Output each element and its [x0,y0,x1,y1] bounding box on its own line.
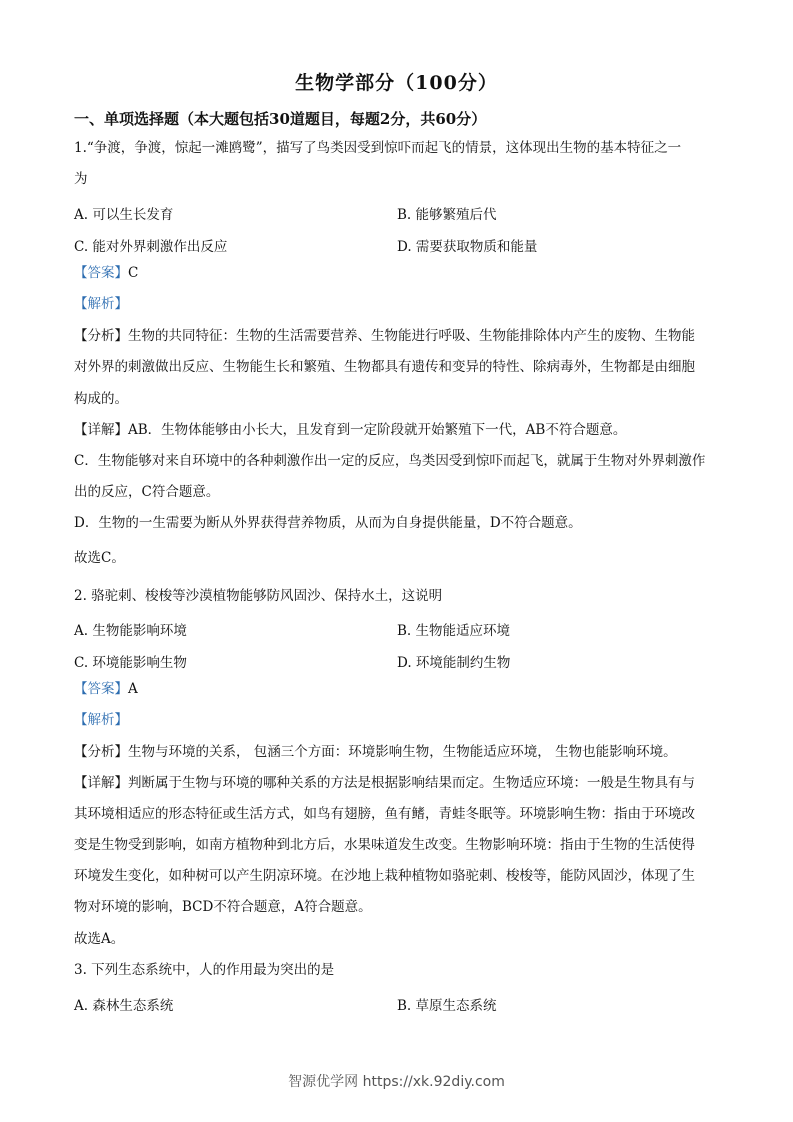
q2-conclusion: 故选A。 [74,931,125,947]
answer-value: A [128,681,138,697]
q2-xiangjie-line1: 【详解】判断属于生物与环境的哪种关系的方法是根据影响结果而定。生物适应环境：一般是生物具有与 [74,775,695,791]
q2-xiangjie-line5: 物对环境的影响，BCD不符合题意，A符合题意。 [74,899,372,915]
q1-xiangjie-line4: D．生物的一生需要为断从外界获得营养物质，从而为自身提供能量，D不符合题意。 [74,515,582,531]
q1-fenxi-line2: 对外界的刺激做出反应、生物能生长和繁殖、生物都具有遗传和变异的特性、除病毒外，生物都是由细胞 [74,359,695,375]
q1-analysis-tag: 【解析】 [74,296,128,312]
q1-fenxi-line3: 构成的。 [74,391,128,407]
q1-xiangjie-line3: 出的反应，C符合题意。 [74,484,220,500]
page-title: 生物学部分（100分） [295,72,498,94]
xiangjie-tag: 【详解】 [74,422,128,438]
q1-conclusion: 故选C。 [74,550,125,566]
q2-xiangjie-line4: 环境发生变化，如种树可以产生阴凉环境。在沙地上栽种植物如骆驼刺、梭梭等，能防风固沙，体现了生 [74,868,695,884]
q3-stem: 3. 下列生态系统中，人的作用最为突出的是 [74,962,335,978]
q1-option-c: C. 能对外界刺激作出反应 [74,239,228,255]
answer-value: C [128,265,139,281]
q1-stem-line2: 为 [74,171,88,187]
q2-option-c: C. 环境能影响生物 [74,655,187,671]
q1-option-d: D. 需要获取物质和能量 [397,239,538,255]
answer-tag: 【答案】 [74,681,128,697]
q1-stem-line1: 1.“争渡，争渡，惊起一滩鸥鹭”，描写了鸟类因受到惊吓而起飞的情景，这体现出生物的基本特征之一 [74,140,682,156]
q2-xiangjie-line3: 变是生物受到影响，如南方植物种到北方后，水果味道发生改变。生物影响环境：指由于生物的生活使得 [74,837,695,853]
q1-xiangjie-line2: C．生物能够对来自环境中的各种刺激作出一定的反应，鸟类因受到惊吓而起飞，就属于生物对外界刺激作 [74,453,706,469]
q2-option-a: A. 生物能影响环境 [74,623,187,639]
footer-watermark: 智源优学网 https://xk.92diy.com [288,1074,505,1090]
section-heading: 一、单项选择题（本大题包括30道题目，每题2分，共60分） [74,110,487,128]
q1-option-a: A. 可以生长发育 [74,207,174,223]
q2-stem: 2. 骆驼刺、梭梭等沙漠植物能够防风固沙、保持水土，这说明 [74,588,443,604]
q2-option-d: D. 环境能制约生物 [397,655,511,671]
q3-option-b: B. 草原生态系统 [397,998,497,1014]
q1-xiangjie-line1: 【详解】AB．生物体能够由小长大，且发育到一定阶段就开始繁殖下一代，AB不符合题意。 [74,422,627,438]
q1-option-b: B. 能够繁殖后代 [397,207,497,223]
q2-xiangjie-line2: 其环境相适应的形态特征或生活方式，如鸟有翅膀，鱼有鳍，青蛙冬眠等。环境影响生物：指由于环境改 [74,806,695,822]
xiangjie-tag: 【详解】 [74,775,128,791]
fenxi-tag: 【分析】 [74,744,128,760]
answer-tag: 【答案】 [74,265,128,281]
q1-answer [74,258,724,290]
q3-option-a: A. 森林生态系统 [74,998,174,1014]
q2-answer [74,674,724,706]
q2-option-b: B. 生物能适应环境 [397,623,511,639]
q2-fenxi-line1: 【分析】生物与环境的关系， 包涵三个方面：环境影响生物，生物能适应环境， 生物也能影响环境。 [74,744,677,760]
q2-analysis-tag: 【解析】 [74,712,128,728]
fenxi-tag: 【分析】 [74,328,128,344]
q1-fenxi-line1: 【分析】生物的共同特征：生物的生活需要营养、生物能进行呼吸、生物能排除体内产生的废物、生物能 [74,328,695,344]
